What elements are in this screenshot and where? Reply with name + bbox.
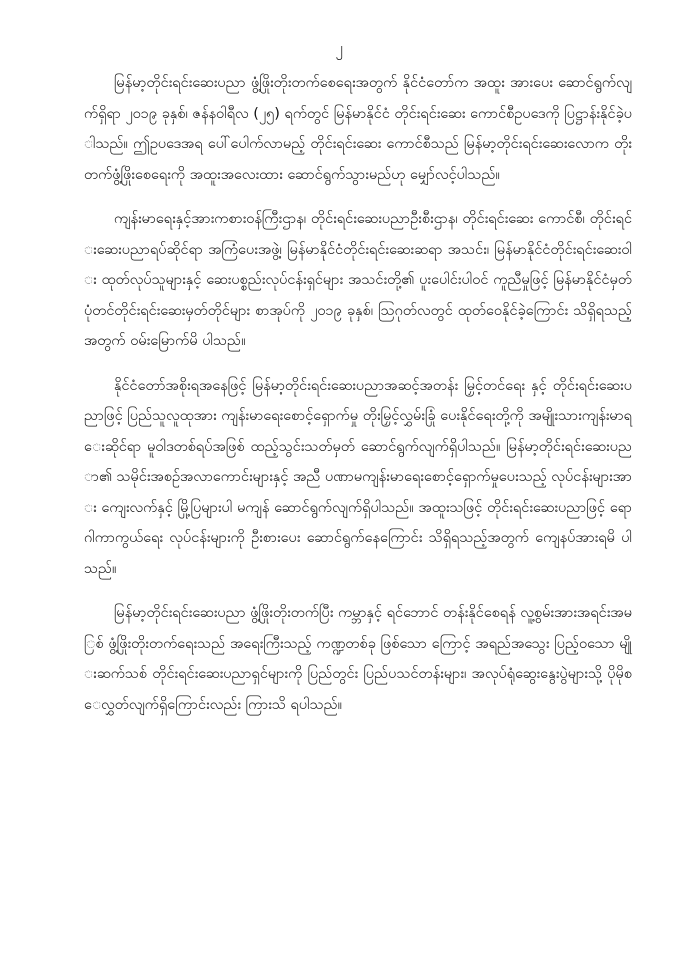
paragraph: နိုင်ငံတော်အစိုးရအနေဖြင့် မြန်မာ့တိုင်းရင်းဆေးပညာအဆင့်အတန်း မြှင့်တင်ရေး နှင့် တိုင်းရင်းဆေးပညာဖြင့် ပြည်သူလူထုအား ကျန်းမာရေးစောင့်ရှောက်မှု တိုးမြှင့်လွှမ်းခြုံ ပေးနိုင်ရေးတို့ကို အမျိုးသားကျန်းမာရေးဆိုင်ရာ မူဝါဒတစ်ရပ်အဖြစ် ထည့်သွင်းသတ်မှတ် ဆောင်ရွက်လျက်ရှိပါသည်။ မြန်မာ့တိုင်းရင်းဆေးပညာ၏ သမိုင်းအစဉ်အလာကောင်းများနှင့် အညီ ပဏာမကျန်းမာရေးစောင့်ရှောက်မှုပေးသည့် လုပ်ငန်းများအား ကျေးလက်နှင့် မြို့ပြများပါ မကျန် ဆောင်ရွက်လျက်ရှိပါသည်။ အထူးသဖြင့် တိုင်းရင်းဆေးပညာဖြင့် ရောဂါကာကွယ်ရေး လုပ်ငန်းများကို ဦးစားပေး ဆောင်ရွက်နေကြောင်း သိရှိရသည့်အတွက် ကျေနပ်အားရမိ ပါသည်။: [84, 377, 632, 577]
paragraph: မြန်မာ့တိုင်းရင်းဆေးပညာ ဖွံ့ဖြိုးတိုးတက်စေရေးအတွက် နိုင်ငံတော်က အထူး အားပေး ဆောင်ရွက်လျက်ရှိရာ ၂၀၁၉ ခုနှစ်၊ ဇန်နဝါရီလ (၂၅) ရက်တွင် မြန်မာနိုင်ငံ တိုင်းရင်းဆေး ကောင်စီဥပဒေကို ပြဋ္ဌာန်းနိုင်ခဲ့ပါသည်။ ဤဥပဒေအရ ပေါ်ပေါက်လာမည့် တိုင်းရင်းဆေး ကောင်စီသည် မြန်မာ့တိုင်းရင်းဆေးလောက တိုးတက်ဖွံ့ဖြိုးစေရေးကို အထူးအလေးထား ဆောင်ရွက်သွားမည်ဟု မျှော်လင့်ပါသည်။: [84, 75, 632, 183]
paragraph: ကျန်းမာရေးနှင့်အားကစားဝန်ကြီးဌာန၊ တိုင်းရင်းဆေးပညာဦးစီးဌာန၊ တိုင်းရင်းဆေး ကောင်စီ၊ တိုင်းရင်းဆေးပညာရပ်ဆိုင်ရာ အကြံပေးအဖွဲ့၊ မြန်မာနိုင်ငံတိုင်းရင်းဆေးဆရာ အသင်း၊ မြန်မာနိုင်ငံတိုင်းရင်းဆေးဝါး ထုတ်လုပ်သူများနှင့် ဆေးပစ္စည်းလုပ်ငန်းရှင်များ အသင်းတို့၏ ပူးပေါင်းပါဝင် ကူညီမှုဖြင့် မြန်မာနိုင်ငံမှတ်ပုံတင်တိုင်းရင်းဆေးမှတ်တိုင်များ စာအုပ်ကို ၂၀၁၉ ခုနှစ်၊ ဩဂုတ်လတွင် ထုတ်ဝေနိုင်ခဲ့ကြောင်း သိရှိရသည့်အတွက် ဝမ်းမြောက်မိ ပါသည်။: [84, 211, 632, 349]
body-text: [84, 68, 632, 734]
page-number: ၂: [335, 39, 343, 57]
paragraph: မြန်မာ့တိုင်းရင်းဆေးပညာ ဖွံ့ဖြိုးတိုးတက်ပြီး ကမ္ဘာနှင့် ရင်ဘောင် တန်းနိုင်စေရန် လူ့စွမ်းအားအရင်းအမြစ် ဖွံ့ဖြိုးတိုးတက်ရေးသည် အရေးကြီးသည့် ကဏ္ဍတစ်ခု ဖြစ်သော ကြောင့် အရည်အသွေး ပြည့်ဝသော မျိုးဆက်သစ် တိုင်းရင်းဆေးပညာရှင်များကို ပြည်တွင်း ပြည်ပသင်တန်းများ၊ အလုပ်ရုံဆွေးနွေးပွဲများသို့ ပိုမိုစေလွှတ်လျက်ရှိကြောင်းလည်း ကြားသိ ရပါသည်။: [84, 605, 632, 713]
